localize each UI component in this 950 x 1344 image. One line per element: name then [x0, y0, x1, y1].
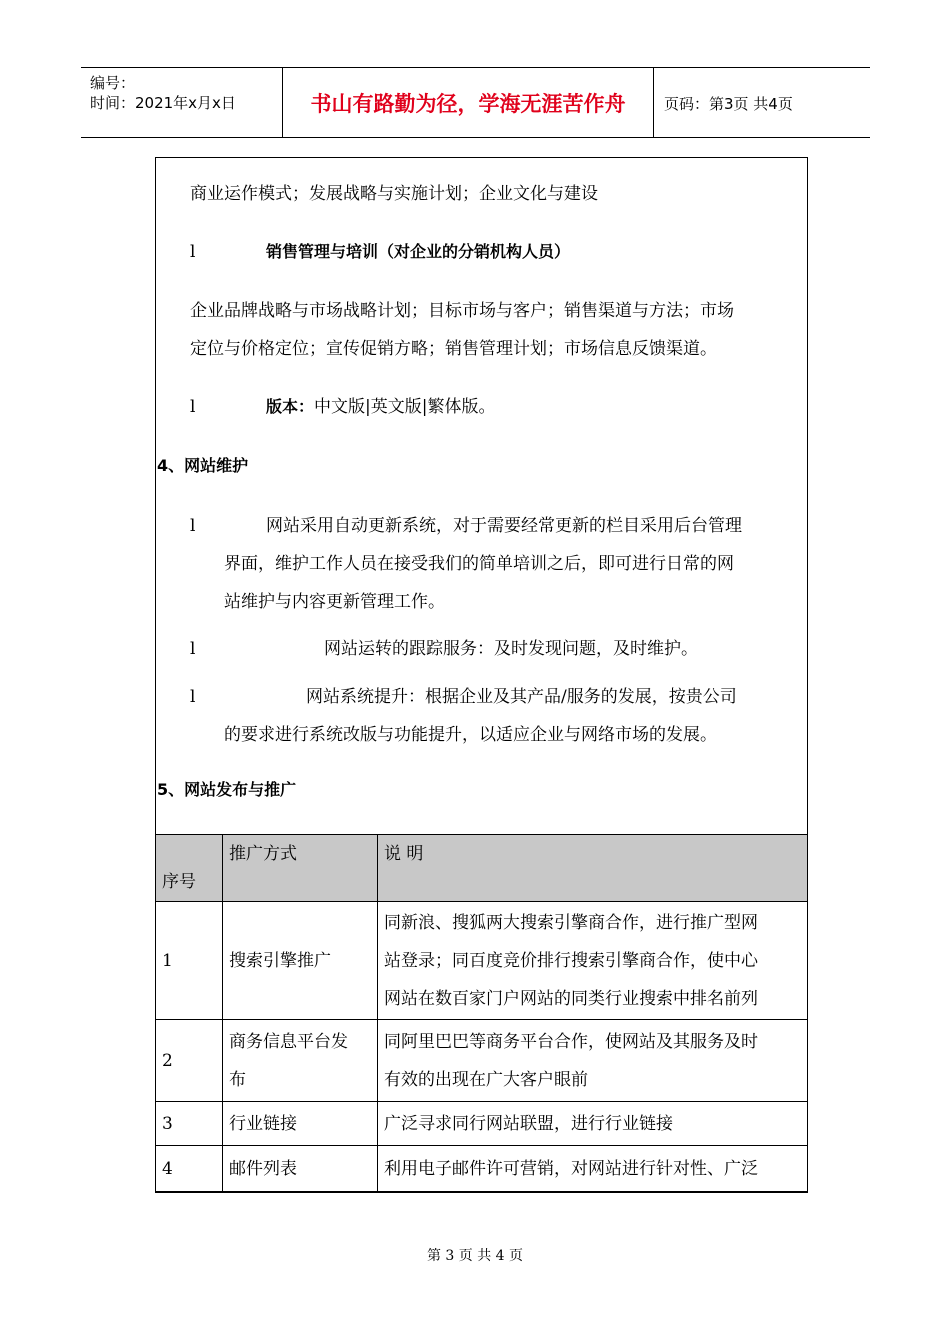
row-desc: [378, 1020, 808, 1102]
row-no: 4: [156, 1146, 223, 1192]
sales-desc-line-2: 定位与价格定位；宣传促销方略；销售管理计划；市场信息反馈渠道。: [190, 339, 717, 359]
row-method: 行业链接: [223, 1102, 378, 1146]
row-method: [223, 1020, 378, 1102]
row-no: 2: [156, 1020, 223, 1102]
maintenance-1-line-3: 站维护与内容更新管理工作。: [224, 592, 445, 612]
table-row: [156, 1102, 808, 1146]
row-desc: 广泛寻求同行网站联盟，进行行业链接: [378, 1102, 808, 1146]
row-desc: [378, 902, 808, 1020]
header-number-label: 编号：: [90, 74, 136, 92]
row-desc-line: 有效的出现在广大客户眼前: [384, 1069, 588, 1090]
sales-desc-line-1: 企业品牌战略与市场战略计划；目标市场与客户；销售渠道与方法；市场: [190, 301, 734, 321]
maintenance-1-line-1: 网站采用自动更新系统，对于需要经常更新的栏目采用后台管理: [266, 516, 742, 536]
bullet-marker: l: [190, 397, 196, 417]
row-method: 搜索引擎推广: [223, 902, 378, 1020]
header-motto: 书山有路勤为径，学海无涯苦作舟: [282, 68, 654, 137]
maintenance-2-line: 网站运转的跟踪服务：及时发现问题，及时维护。: [324, 639, 698, 659]
header-time-label: 时间：2021年x月x日: [90, 94, 236, 112]
header-desc: 说 明: [378, 835, 808, 902]
row-desc: 利用电子邮件许可营销，对网站进行针对性、广泛: [378, 1146, 808, 1192]
header-no: 序号: [156, 835, 223, 902]
table-row: [156, 1146, 808, 1192]
row-desc-line: 站登录；同百度竞价排行搜索引擎商合作，使中心: [384, 950, 758, 971]
maintenance-3-line-2: 的要求进行系统改版与功能提升，以适应企业与网络市场的发展。: [224, 725, 717, 745]
table-row: [156, 902, 808, 1020]
bullet-marker: l: [190, 242, 196, 262]
table-header-row: [156, 835, 808, 902]
section-5-heading: 5、网站发布与推广: [157, 780, 297, 799]
page-footer: 第 3 页 共 4 页: [426, 1248, 524, 1264]
table-row: [156, 1020, 808, 1102]
row-method-line: 商务信息平台发: [229, 1031, 348, 1052]
bullet-marker: l: [190, 687, 196, 707]
row-method: 邮件列表: [223, 1146, 378, 1192]
business-model-line: 商业运作模式；发展战略与实施计划；企业文化与建设: [190, 184, 598, 204]
row-desc-line: 同阿里巴巴等商务平台合作，使网站及其服务及时: [384, 1031, 758, 1052]
maintenance-1-line-2: 界面，维护工作人员在接受我们的简单培训之后，即可进行日常的网: [224, 554, 734, 574]
row-method-line: 布: [229, 1069, 246, 1090]
row-no: 3: [156, 1102, 223, 1146]
header-page-info: 页码：第3页 共4页: [664, 95, 793, 113]
row-desc-line: 同新浪、搜狐两大搜索引擎商合作，进行推广型网: [384, 912, 758, 933]
section-4-heading: 4、网站维护: [157, 456, 249, 475]
bullet-marker: l: [190, 639, 196, 659]
row-no: 1: [156, 902, 223, 1020]
promotion-table: [155, 834, 808, 1192]
version-label: 版本：: [266, 397, 315, 416]
row-desc-line: 网站在数百家门户网站的同类行业搜索中排名前列: [384, 988, 758, 1009]
maintenance-3-line-1: 网站系统提升：根据企业及其产品/服务的发展，按贵公司: [306, 687, 737, 707]
version-text: 中文版|英文版|繁体版。: [314, 397, 496, 417]
version-line: [266, 388, 495, 426]
header-method: 推广方式: [223, 835, 378, 902]
page-header: [81, 67, 870, 138]
sales-training-heading: 销售管理与培训（对企业的分销机构人员）: [266, 242, 571, 261]
bullet-marker: l: [190, 516, 196, 536]
header-meta: [81, 68, 281, 137]
